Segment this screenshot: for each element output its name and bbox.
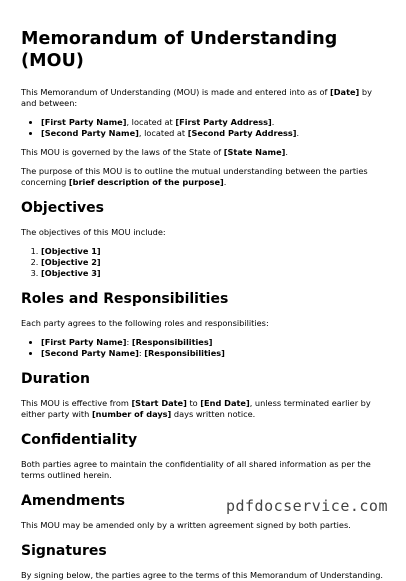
objective-text: [Objective 3] xyxy=(41,268,101,278)
signatures-heading: Signatures xyxy=(21,543,107,559)
duration-text: , unless terminated earlier by either party with xyxy=(21,398,371,419)
objectives-intro: The objectives of this MOU include: xyxy=(21,227,166,237)
roles-heading: Roles and Responsibilities xyxy=(21,291,229,307)
governed-state: [State Name] xyxy=(223,147,286,157)
roles-list xyxy=(21,337,388,359)
duration-text: to xyxy=(186,398,201,408)
party-text: , located at xyxy=(138,128,188,138)
document-title: Memorandum of Understanding (MOU) xyxy=(21,29,338,71)
duration-end: [End Date] xyxy=(200,398,250,408)
purpose-paragraph xyxy=(21,166,388,188)
confidentiality-heading: Confidentiality xyxy=(21,432,138,448)
purpose-text: . xyxy=(223,177,227,187)
role-party: [First Party Name] xyxy=(41,337,127,347)
governed-text: This MOU is governed by the laws of the State of xyxy=(21,147,224,157)
intro-paragraph xyxy=(21,87,388,109)
role-responsibilities: [Responsibilities] xyxy=(144,348,225,358)
purpose-description: [brief description of the purpose] xyxy=(68,177,224,187)
objective-text: [Objective 2] xyxy=(41,257,101,267)
intro-text-1: This Memorandum of Understanding (MOU) is made and entered into as of xyxy=(21,87,331,97)
list-item xyxy=(41,246,388,257)
watermark: pdfdocservice.com xyxy=(225,497,388,515)
governed-paragraph xyxy=(21,147,388,158)
amendments-heading: Amendments xyxy=(21,493,125,509)
list-item xyxy=(41,128,388,139)
role-separator: : xyxy=(126,337,132,347)
intro-date: [Date] xyxy=(330,87,360,97)
purpose-text: The purpose of this MOU is to outline the mutual understanding between the parties concerning xyxy=(21,166,368,187)
party-address: [First Party Address] xyxy=(175,117,272,127)
parties-list xyxy=(21,117,388,139)
party-name: [First Party Name] xyxy=(41,117,127,127)
list-item xyxy=(41,257,388,268)
governed-text: . xyxy=(285,147,288,157)
list-item xyxy=(41,117,388,128)
objectives-heading: Objectives xyxy=(21,200,104,216)
role-responsibilities: [Responsibilities] xyxy=(131,337,213,347)
duration-days: [number of days] xyxy=(91,409,172,419)
duration-heading: Duration xyxy=(21,371,91,387)
party-name: [Second Party Name] xyxy=(41,128,139,138)
confidentiality-paragraph: Both parties agree to maintain the confidentiality of all shared information as per the terms outlined herein. xyxy=(21,459,371,480)
list-item xyxy=(41,337,388,348)
list-item xyxy=(41,348,388,359)
party-text: , located at xyxy=(126,117,176,127)
party-text: . xyxy=(296,128,300,138)
duration-start: [Start Date] xyxy=(131,398,187,408)
list-item xyxy=(41,268,388,279)
party-address: [Second Party Address] xyxy=(187,128,297,138)
objectives-list xyxy=(21,246,388,279)
duration-text: This MOU is effective from xyxy=(21,398,132,408)
intro-text-2: by and between: xyxy=(21,87,372,108)
signatures-paragraph: By signing below, the parties agree to the terms of this Memorandum of Understanding. xyxy=(21,570,384,580)
amendments-paragraph: This MOU may be amended only by a written agreement signed by both parties. xyxy=(21,520,351,530)
duration-text: days written notice. xyxy=(171,409,256,419)
duration-paragraph xyxy=(21,398,388,420)
role-party: [Second Party Name] xyxy=(41,348,139,358)
party-text: . xyxy=(271,117,275,127)
roles-intro: Each party agrees to the following roles and responsibilities: xyxy=(21,318,269,328)
role-separator: : xyxy=(138,348,145,358)
objective-text: [Objective 1] xyxy=(41,246,101,256)
